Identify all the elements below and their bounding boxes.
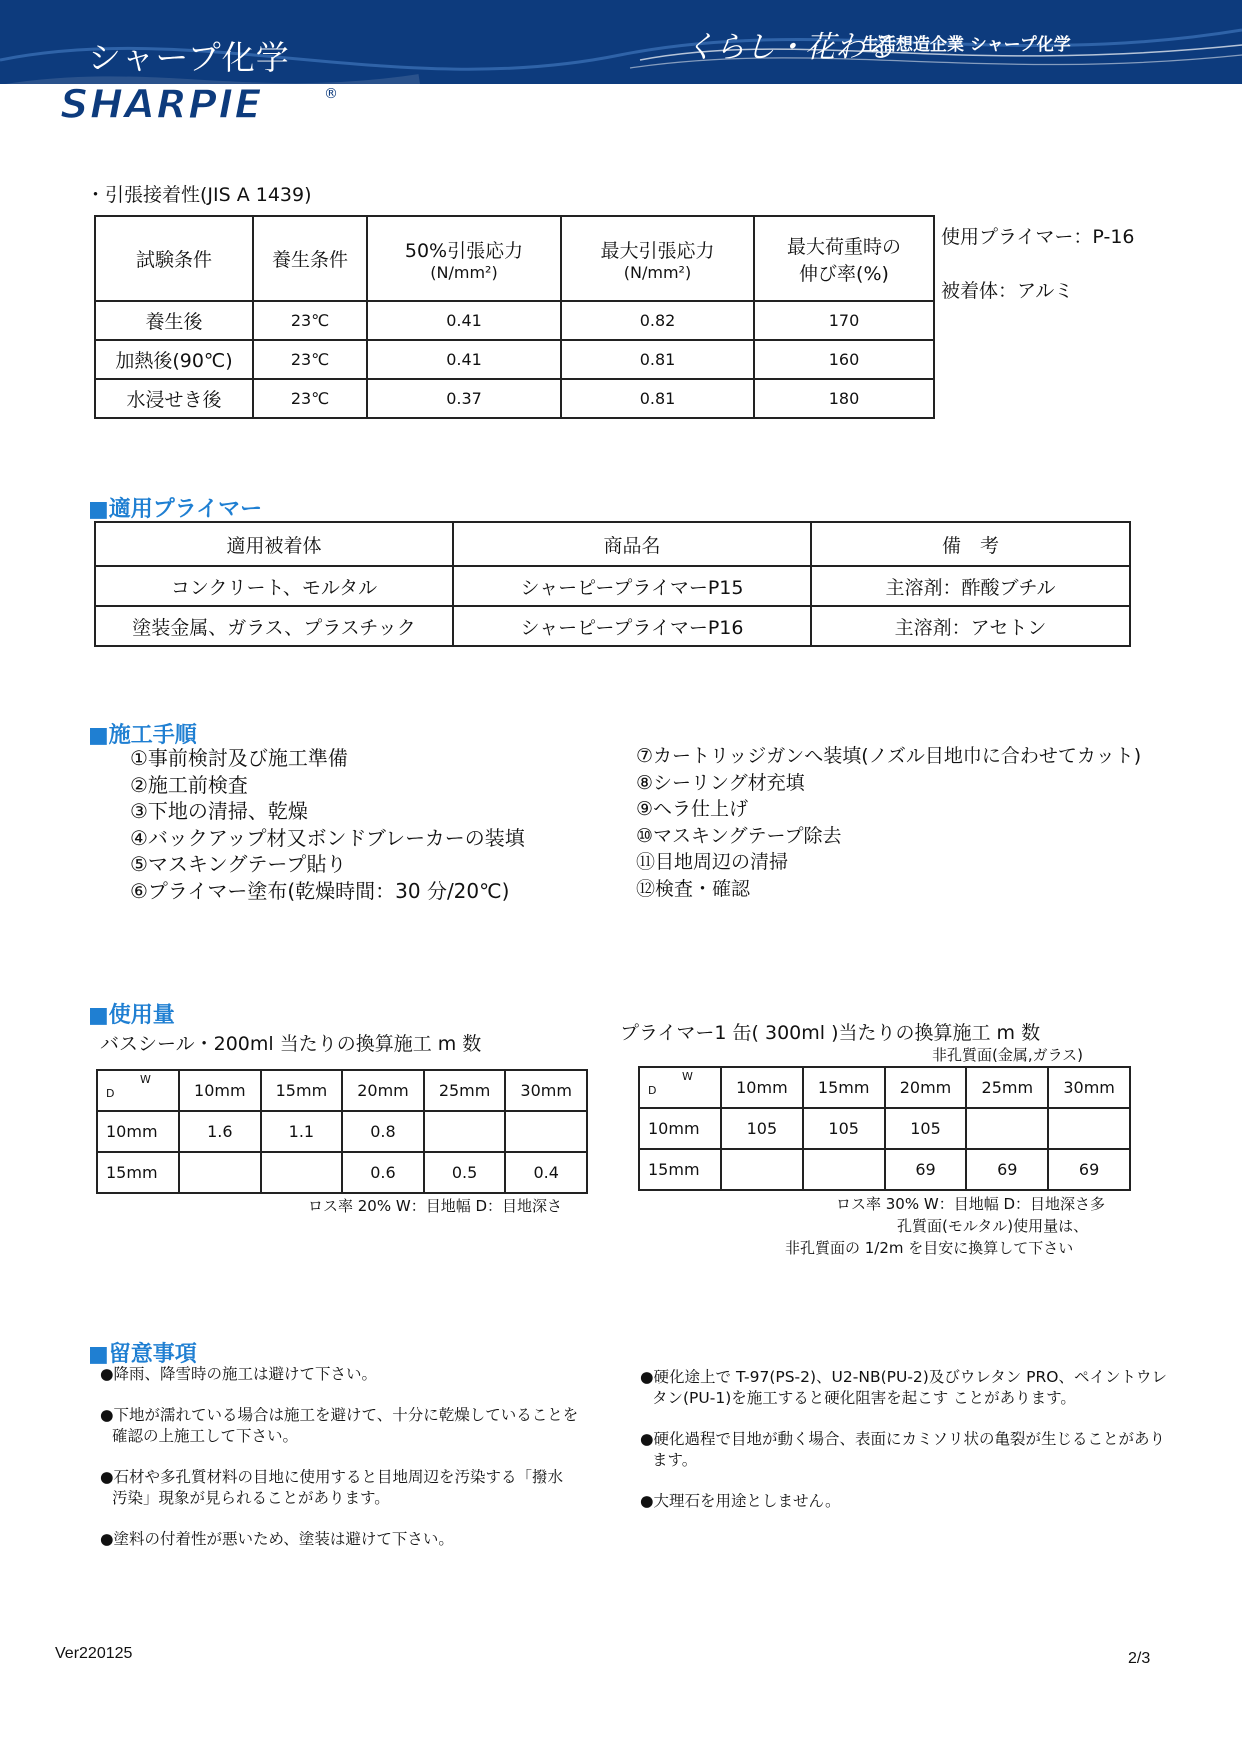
tensile-table	[94, 215, 935, 419]
table-row: 15mm 69 69 69	[639, 1149, 1130, 1190]
list-item: ⑤マスキングテープ貼り	[130, 852, 347, 876]
list-item: ●降雨、降雪時の施工は避けて下さい。	[100, 1365, 378, 1383]
usage-left-caption: バスシール・200ml 当たりの換算施工 m 数	[100, 1033, 482, 1055]
usage-right-footnote-2: 孔質面(モルタル)使用量は、	[897, 1217, 1089, 1235]
primer-table	[94, 521, 1131, 647]
table-row: 加熱後(90℃) 23℃ 0.41 0.81 160	[95, 340, 934, 379]
th-curing: 養生条件	[253, 216, 367, 301]
list-item: ⑧シーリング材充填	[636, 771, 805, 794]
list-item: ●塗料の付着性が悪いため、塗装は避けて下さい。	[100, 1530, 454, 1548]
list-item: ⑨ヘラ仕上げ	[636, 798, 749, 820]
list-item: ●硬化過程で目地が動く場合、表面にカミソリ状の亀裂が生じることがあり ます。	[640, 1430, 1166, 1469]
usage-section-title: ■使用量	[88, 1003, 175, 1028]
registered-mark: ®	[324, 86, 338, 102]
list-item: ⑪目地周辺の清掃	[636, 851, 789, 873]
list-item: ●下地が濡れている場合は施工を避けて、十分に乾燥していることを 確認の上施工して下さい。	[100, 1406, 579, 1445]
corner-cell: D W	[97, 1070, 179, 1111]
usage-right-footnote-1: ロス率 30% W：目地幅 D：目地深さ多	[836, 1195, 1106, 1213]
table-row: 塗装金属、ガラス、プラスチック シャーピープライマーP16 主溶剤：アセトン	[95, 606, 1130, 646]
procedure-section-title: ■施工手順	[88, 723, 197, 748]
slogan: くらし・花わる	[685, 30, 895, 65]
list-item: ●石材や多孔質材料の目地に使用すると目地周辺を汚染する「撥水 汚染」現象が見られることがあります。	[100, 1468, 564, 1507]
version-label: Ver220125	[55, 1645, 133, 1662]
procedure-list-left	[130, 745, 525, 904]
sharpie-logo	[56, 82, 346, 128]
usage-left-table: D W 10mm 15mm 20mm 25mm 30mm 10mm 1.6 1.1 0.8 15mm 0.6 0.5 0.4	[96, 1069, 588, 1194]
corner-cell: D W	[639, 1067, 721, 1108]
usage-right-subcaption: 非孔質面(金属,ガラス)	[932, 1046, 1084, 1064]
th-remarks: 備 考	[811, 522, 1130, 566]
list-item: ④バックアップ材又ボンドブレーカーの装填	[130, 825, 525, 850]
th-50-stress: 50%引張応力 (N/mm²)	[367, 216, 561, 301]
list-item: ●硬化途上で T-97(PS-2)、U2-NB(PU-2)及びウレタン PRO、ペイントウレ タン(PU-1)を施工すると硬化阻害を起こす ことがあります。	[640, 1368, 1167, 1407]
tagline: 生活想造企業 シャープ化学	[862, 35, 1071, 55]
th-max-stress: 最大引張応力 (N/mm²)	[561, 216, 754, 301]
table-row: 養生後 23℃ 0.41 0.82 170	[95, 301, 934, 340]
th-elongation: 最大荷重時の 伸び率(%)	[754, 216, 934, 301]
th-test-condition: 試験条件	[95, 216, 253, 301]
list-item: ②施工前検査	[130, 772, 248, 797]
table-row: 10mm 105 105 105	[639, 1108, 1130, 1149]
list-item: ●大理石を用途としません。	[640, 1492, 841, 1510]
table-row: 15mm 0.6 0.5 0.4	[97, 1152, 587, 1193]
procedure-list-right	[636, 743, 1141, 902]
list-item: ⑫検査・確認	[636, 877, 751, 900]
tensile-title: ・引張接着性(JIS A 1439)	[86, 184, 312, 206]
substrate-note: 被着体：アルミ	[941, 280, 1074, 302]
notes-left	[100, 1364, 610, 1550]
header-banner	[0, 0, 1242, 84]
th-product: 商品名	[453, 522, 811, 566]
th-substrate: 適用被着体	[95, 522, 453, 566]
primer-used-note: 使用プライマー：P-16	[941, 226, 1135, 248]
primer-section-title: ■適用プライマー	[88, 497, 263, 522]
notes-section-title: ■留意事項	[88, 1342, 197, 1367]
page-number: 2/3	[1128, 1650, 1151, 1667]
list-item: ⑦カートリッジガンへ装填(ノズル目地巾に合わせてカット)	[636, 745, 1142, 767]
usage-right-table: D W 10mm 15mm 20mm 25mm 30mm 10mm 105 105 105 15mm 69 69 69	[638, 1066, 1131, 1191]
table-row: 水浸せき後 23℃ 0.37 0.81 180	[95, 379, 934, 418]
list-item: ⑩マスキングテープ除去	[636, 824, 842, 847]
notes-right	[640, 1367, 1180, 1512]
table-row: 10mm 1.6 1.1 0.8	[97, 1111, 587, 1152]
usage-left-footnote: ロス率 20% W：目地幅 D：目地深さ	[308, 1197, 563, 1215]
brand-text: SHARPIE	[60, 82, 263, 128]
list-item: ①事前検討及び施工準備	[130, 746, 348, 770]
table-row: コンクリート、モルタル シャーピープライマーP15 主溶剤：酢酸ブチル	[95, 566, 1130, 606]
usage-right-caption: プライマー1 缶( 300ml )当たりの換算施工 m 数	[620, 1022, 1041, 1044]
company-name-jp: シャープ化学	[88, 38, 290, 77]
list-item: ⑥プライマー塗布(乾燥時間：30 分/20℃)	[130, 878, 510, 903]
usage-right-footnote-3: 非孔質面の 1/2m を目安に換算して下さい	[785, 1239, 1074, 1257]
list-item: ③下地の清掃、乾燥	[130, 799, 308, 823]
